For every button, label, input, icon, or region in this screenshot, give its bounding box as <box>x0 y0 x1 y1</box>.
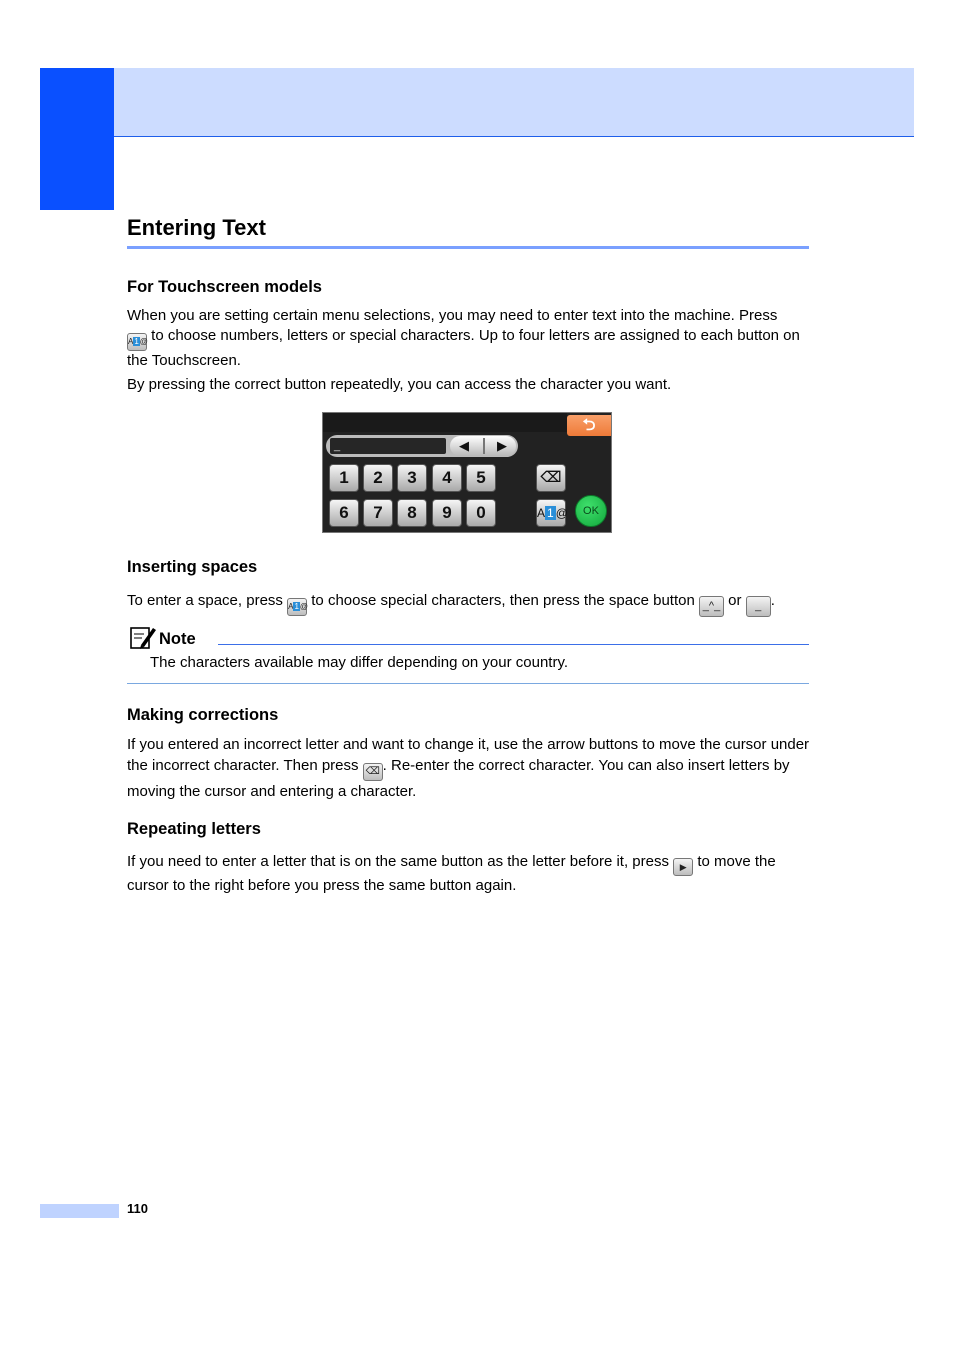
note-text: The characters available may differ depending on your country. <box>150 654 569 671</box>
key-3: 3 <box>397 464 427 492</box>
mode-button-icon: A1@ <box>287 598 307 616</box>
key-7: 7 <box>363 499 393 527</box>
note-pencil-icon <box>129 625 157 651</box>
backspace-icon: ⌫ <box>536 464 566 492</box>
key-1: 1 <box>329 464 359 492</box>
key-0: 0 <box>466 499 496 527</box>
ok-button: OK <box>575 495 607 527</box>
page-title: Entering Text <box>127 215 266 240</box>
footer-bar <box>40 1204 119 1218</box>
header-band <box>113 68 914 137</box>
title-rule <box>127 246 809 249</box>
corrections-paragraph: If you entered an incorrect letter and want to change it, use the arrow buttons to move the cursor under the incorrect character. Then press ⌫ . Re-enter the correct character. You can also insert letters by moving the cursor and entering a character. <box>127 736 810 800</box>
chapter-tab <box>40 68 114 210</box>
note-bottom-rule <box>127 683 809 684</box>
space-button-icon: _^_ <box>699 596 724 617</box>
space-button-alt-icon: _ <box>746 596 771 617</box>
right-arrow-icon: ▶ <box>497 438 507 453</box>
touchscreen-paragraph-2: By pressing the correct button repeatedly, you can access the character you want. <box>127 376 672 393</box>
right-arrow-icon: ▶ <box>673 858 693 876</box>
key-6: 6 <box>329 499 359 527</box>
key-2: 2 <box>363 464 393 492</box>
mode-key: A 1 @ <box>536 499 566 527</box>
heading-making-corrections: Making corrections <box>127 706 279 724</box>
heading-repeating-letters: Repeating letters <box>127 820 261 838</box>
key-8: 8 <box>397 499 427 527</box>
key-9: 9 <box>432 499 462 527</box>
heading-inserting-spaces: Inserting spaces <box>127 558 258 576</box>
touchscreen-illustration <box>322 412 612 533</box>
cursor-arrows <box>450 436 516 456</box>
backspace-icon: ⌫ <box>363 763 383 781</box>
text-input-display: _ <box>330 438 446 454</box>
key-4: 4 <box>432 464 462 492</box>
note-title: Note <box>159 630 196 648</box>
mode-button-icon: A1@ <box>127 333 147 351</box>
text-entry-field <box>326 435 518 457</box>
left-arrow-icon: ◀ <box>459 438 469 453</box>
touchscreen-paragraph-1: When you are setting certain menu selections, you may need to enter text into the machine. Press A1@ to choose numbers, letters or special characters. Up to four letters are assigned to each button on the Touchscreen. <box>127 307 800 369</box>
page-number: 110 <box>127 1201 148 1216</box>
note-rule <box>218 644 809 645</box>
repeating-paragraph: If you need to enter a letter that is on the same button as the letter before it, press ▶ to move the cursor to the right before you press the same button again. <box>127 853 776 894</box>
heading-touchscreen: For Touchscreen models <box>127 278 322 296</box>
back-icon: ⮌ <box>567 415 611 436</box>
spaces-paragraph: To enter a space, press A1@ to choose special characters, then press the space button _^_ or _ . <box>127 591 827 617</box>
key-5: 5 <box>466 464 496 492</box>
